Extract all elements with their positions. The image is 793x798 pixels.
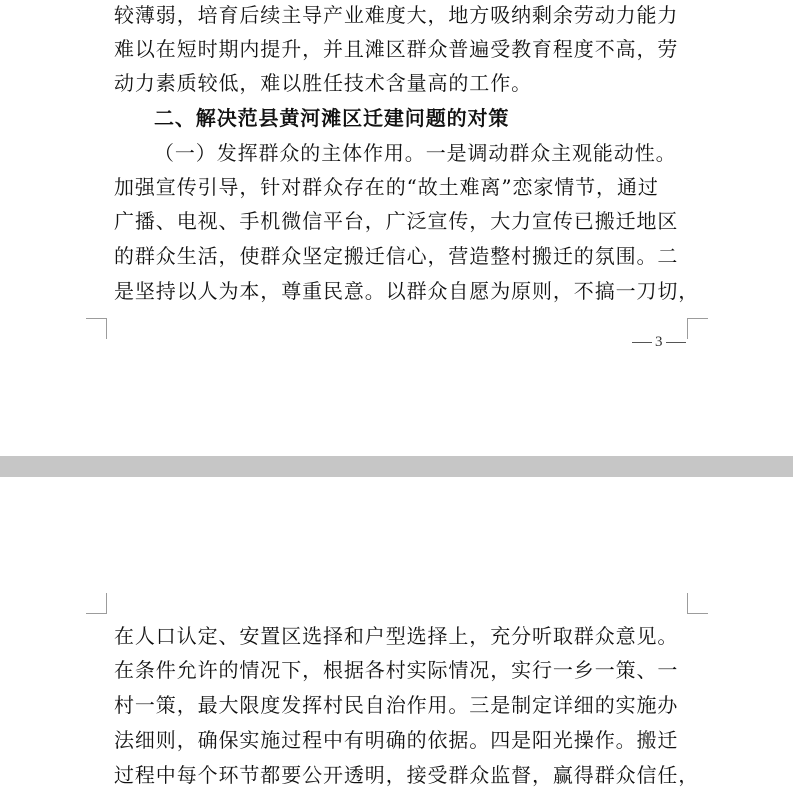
- body-text-line: 过程中每个环节都要公开透明，接受群众监督，赢得群众信任，: [114, 763, 700, 787]
- page-number-dash: [666, 342, 686, 343]
- page-number-dash: [632, 342, 652, 343]
- margin-corner-mark: [687, 318, 708, 339]
- page-separator: [0, 456, 793, 477]
- body-text-line: 难以在短时期内提升，并且滩区群众普遍受教育程度不高，劳: [114, 37, 679, 61]
- margin-corner-mark: [86, 593, 107, 614]
- body-text-line: 是坚持以人为本，尊重民意。以群众自愿为原则，不搞一刀切，: [114, 279, 700, 303]
- body-text-line: 动力素质较低，难以胜任技术含量高的工作。: [114, 71, 532, 95]
- body-text-line: 在条件允许的情况下，根据各村实际情况，实行一乡一策、一: [114, 658, 679, 682]
- section-heading: 二、解决范县黄河滩区迁建问题的对策: [154, 106, 510, 130]
- body-text-line: 较薄弱，培育后续主导产业难度大，地方吸纳剩余劳动力能力: [114, 3, 679, 27]
- margin-corner-mark: [687, 593, 708, 614]
- body-text-line: 村一策，最大限度发挥村民自治作用。三是制定详细的实施办: [114, 693, 679, 717]
- body-text-line: 加强宣传引导，针对群众存在的“故土难离”恋家情节，通过: [114, 175, 659, 199]
- page-number-value: 3: [655, 334, 663, 350]
- body-text-line: 在人口认定、安置区选择和户型选择上，充分听取群众意见。: [114, 624, 679, 648]
- margin-corner-mark: [86, 318, 107, 339]
- page-number: [632, 332, 686, 352]
- body-text-line: （一）发挥群众的主体作用。一是调动群众主观能动性。: [154, 141, 677, 165]
- body-text-line: 广播、电视、手机微信平台，广泛宣传，大力宣传已搬迁地区: [114, 209, 679, 233]
- body-text-line: 的群众生活，使群众坚定搬迁信心，营造整村搬迁的氛围。二: [114, 244, 679, 268]
- body-text-line: 法细则，确保实施过程中有明确的依据。四是阳光操作。搬迁: [114, 728, 679, 752]
